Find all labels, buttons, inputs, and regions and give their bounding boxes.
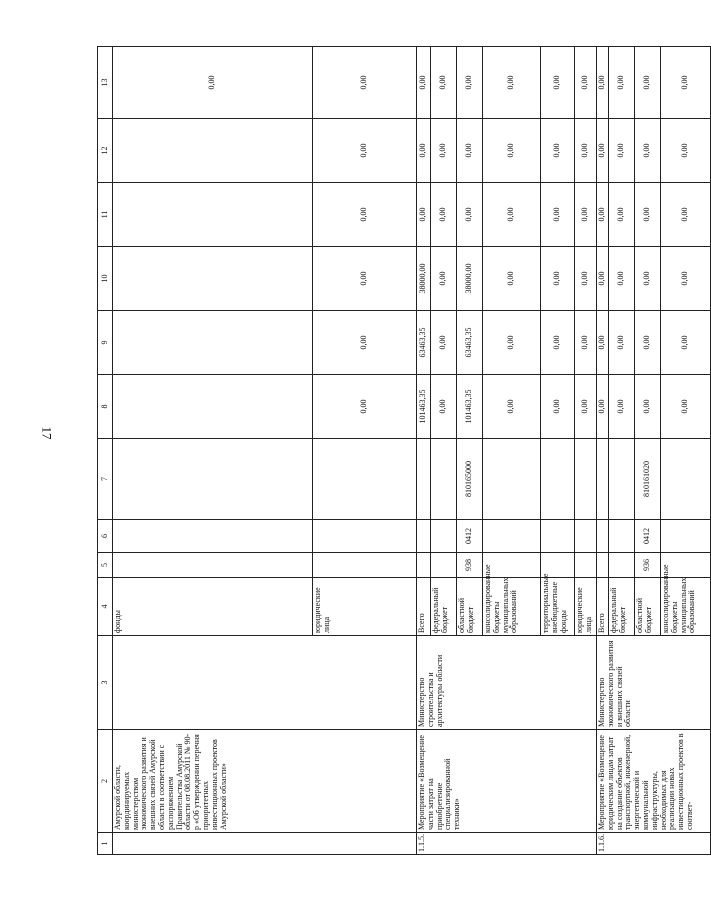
value-cell: 0,00 [483, 47, 541, 119]
value-cell: 0,00 [313, 311, 417, 375]
value-cell: 0,00 [661, 183, 711, 247]
value-cell: 0,00 [483, 311, 541, 375]
cont-description-cell: Амурской области, координируемых министерством экономического развития и внешних связей Амурской области в соответствии с распоряжением Правительства Амурской области от 08.08.2011 № 90-р «Об утверждении перечня приоритетных инвестиционных проектов Амурской области» [113, 730, 417, 833]
target-article-cell [431, 439, 457, 520]
header-cell-6: 6 [98, 520, 113, 553]
value-cell: 0,00 [597, 183, 609, 247]
value-cell: 0,00 [541, 247, 575, 311]
section-code-cell: 0412 [457, 520, 483, 553]
code-cell [113, 520, 313, 553]
code-cell [313, 439, 417, 520]
funding-source-cell: областной бюджет [457, 578, 483, 636]
value-cell: 0,00 [635, 311, 661, 375]
funding-source-cell: консолидированные бюджеты муниципальных образований [483, 578, 541, 636]
value-cell: 0,00 [609, 119, 635, 183]
value-cell: 38000,00 [417, 247, 431, 311]
value-cell: 0,00 [661, 375, 711, 439]
budget-table-rotated [97, 47, 697, 855]
value-cell: 0,00 [431, 183, 457, 247]
value-cell: 0,00 [313, 119, 417, 183]
header-cell-9: 9 [98, 311, 113, 375]
section-code-cell [661, 520, 711, 553]
value-cell: 0,00 [609, 47, 635, 119]
budget-table [97, 46, 711, 855]
target-article-cell [609, 439, 635, 520]
value-cell: 0,00 [313, 47, 417, 119]
value-cell: 0,00 [635, 375, 661, 439]
value-cell: 0,00 [597, 119, 609, 183]
value-cell: 0,00 [609, 183, 635, 247]
funding-source-cell: федеральный бюджет [609, 578, 635, 636]
row-number-cell: 1.1.5. [417, 833, 597, 855]
value-cell: 0,00 [417, 119, 431, 183]
header-cell-12: 12 [98, 119, 113, 183]
value-cell: 0,00 [113, 47, 313, 119]
value-cell: 0,00 [431, 47, 457, 119]
funding-source-cell: Всего [417, 578, 431, 636]
value-cell: 0,00 [661, 311, 711, 375]
value-cell: 0,00 [457, 47, 483, 119]
code-cell [113, 553, 313, 578]
budget-code-cell [417, 553, 431, 578]
value-cell: 63463,35 [417, 311, 431, 375]
value-cell: 0,00 [541, 375, 575, 439]
section-code-cell [483, 520, 541, 553]
value-cell: 0,00 [635, 183, 661, 247]
target-article-cell [597, 439, 609, 520]
value-cell: 0,00 [609, 375, 635, 439]
value-cell: 0,00 [483, 183, 541, 247]
value-cell: 38000,00 [457, 247, 483, 311]
header-cell-2: 2 [98, 730, 113, 833]
section-code-cell [541, 520, 575, 553]
value-cell [113, 247, 313, 311]
value-cell: 0,00 [541, 311, 575, 375]
value-cell: 0,00 [541, 119, 575, 183]
value-cell: 0,00 [575, 47, 597, 119]
value-cell: 63463,35 [457, 311, 483, 375]
value-cell: 0,00 [483, 375, 541, 439]
value-cell: 0,00 [635, 47, 661, 119]
table-body [98, 47, 711, 855]
value-cell: 0,00 [575, 183, 597, 247]
cont-executor-cell [113, 636, 417, 730]
value-cell: 0,00 [661, 247, 711, 311]
funding-source-cell: федеральный бюджет [431, 578, 457, 636]
value-cell: 0,00 [541, 183, 575, 247]
budget-code-cell: 938 [457, 553, 483, 578]
value-cell: 0,00 [635, 247, 661, 311]
value-cell: 0,00 [431, 247, 457, 311]
value-cell: 0,00 [575, 119, 597, 183]
funding-source-cell: территориальные внебюджетные фонды [541, 578, 575, 636]
header-cell-7: 7 [98, 439, 113, 520]
value-cell: 0,00 [431, 375, 457, 439]
value-cell: 101463,35 [457, 375, 483, 439]
value-cell: 0,00 [417, 47, 431, 119]
value-cell: 0,00 [597, 375, 609, 439]
header-row [98, 47, 113, 855]
header-cell-8: 8 [98, 375, 113, 439]
value-cell [113, 119, 313, 183]
value-cell: 0,00 [457, 119, 483, 183]
header-cell-11: 11 [98, 183, 113, 247]
section-code-cell [417, 520, 431, 553]
header-cell-1: 1 [98, 833, 113, 855]
value-cell: 0,00 [313, 375, 417, 439]
funding-source-cell: областной бюджет [635, 578, 661, 636]
value-cell: 0,00 [661, 47, 711, 119]
target-article-cell [661, 439, 711, 520]
table-row [417, 47, 431, 855]
value-cell: 0,00 [635, 119, 661, 183]
value-cell: 0,00 [575, 375, 597, 439]
value-cell: 0,00 [313, 247, 417, 311]
value-cell: 0,00 [483, 247, 541, 311]
section-code-cell [575, 520, 597, 553]
value-cell: 0,00 [661, 119, 711, 183]
value-cell: 0,00 [609, 311, 635, 375]
section-code-cell [431, 520, 457, 553]
value-cell: 0,00 [457, 183, 483, 247]
page-number: 17 [39, 426, 55, 440]
header-cell-10: 10 [98, 247, 113, 311]
header-cell-5: 5 [98, 553, 113, 578]
budget-code-cell [431, 553, 457, 578]
header-cell-3: 3 [98, 636, 113, 730]
target-article-cell: 810165000 [457, 439, 483, 520]
budget-code-cell: 936 [635, 553, 661, 578]
target-article-cell [417, 439, 431, 520]
code-cell [113, 439, 313, 520]
value-cell: 0,00 [313, 183, 417, 247]
funding-source-cell: юридические лица [313, 578, 417, 636]
code-cell [313, 553, 417, 578]
value-cell: 0,00 [431, 119, 457, 183]
value-cell [113, 311, 313, 375]
section-code-cell [597, 520, 609, 553]
target-article-cell [575, 439, 597, 520]
budget-code-cell [609, 553, 635, 578]
target-article-cell [541, 439, 575, 520]
measure-description-cell: Мероприятие «Возмещение части затрат на приобретение специализированной техники» [417, 730, 597, 833]
value-cell: 0,00 [597, 311, 609, 375]
header-cell-4: 4 [98, 578, 113, 636]
header-cell-13: 13 [98, 47, 113, 119]
value-cell: 0,00 [541, 47, 575, 119]
row-number-cell: 1.1.6. [597, 833, 711, 855]
value-cell [113, 183, 313, 247]
table-row [597, 47, 609, 855]
funding-source-cell: консолидированные бюджеты муниципальных образований [661, 578, 711, 636]
funding-source-cell: фонды [113, 578, 313, 636]
value-cell: 0,00 [609, 247, 635, 311]
value-cell: 101463,35 [417, 375, 431, 439]
value-cell: 0,00 [575, 311, 597, 375]
cont-num-cell [113, 833, 417, 855]
executor-cell: Министерство экономического развития и внешних связей области [597, 636, 711, 730]
budget-code-cell [575, 553, 597, 578]
section-code-cell [609, 520, 635, 553]
section-code-cell: 0412 [635, 520, 661, 553]
measure-description-cell: Мероприятие «Возмещение юридическим лицам затрат на создание объектов транспортной, инженерной, энергетической и коммунальной инфраструктуры, необходимых для реализации новых инвестиционных проектов в соответ- [597, 730, 711, 833]
value-cell [113, 375, 313, 439]
executor-cell: Министерство строительства и архитектуры области [417, 636, 597, 730]
value-cell: 0,00 [483, 119, 541, 183]
value-cell: 0,00 [575, 247, 597, 311]
value-cell: 0,00 [431, 311, 457, 375]
value-cell: 0,00 [597, 247, 609, 311]
budget-code-cell [597, 553, 609, 578]
target-article-cell [483, 439, 541, 520]
table-row [113, 47, 313, 855]
target-article-cell: 810161020 [635, 439, 661, 520]
value-cell: 0,00 [417, 183, 431, 247]
code-cell [313, 520, 417, 553]
value-cell: 0,00 [597, 47, 609, 119]
funding-source-cell: юридические лица [575, 578, 597, 636]
funding-source-cell: Всего [597, 578, 609, 636]
